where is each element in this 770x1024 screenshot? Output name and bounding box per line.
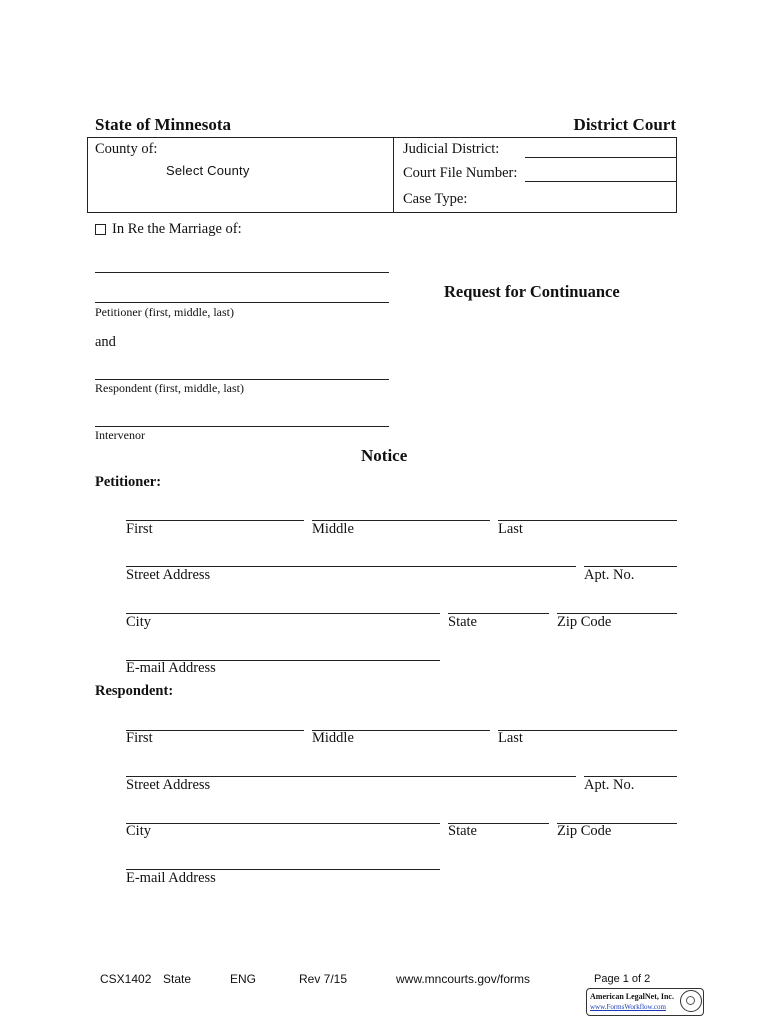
judicial-district-field[interactable] (525, 157, 677, 158)
marriage-label: In Re the Marriage of: (112, 221, 242, 237)
notice-title: Notice (361, 446, 408, 465)
petitioner-zip-label: Zip Code (557, 614, 612, 630)
petitioner-name-field[interactable] (95, 302, 389, 303)
respondent-middle-label: Middle (312, 730, 354, 746)
petitioner-city-label: City (126, 614, 151, 630)
and-text: and (95, 334, 116, 350)
respondent-city-label: City (126, 823, 151, 839)
petitioner-heading: Petitioner: (95, 474, 162, 490)
petitioner-caption: Petitioner (first, middle, last) (95, 305, 234, 319)
state-title: State of Minnesota (95, 115, 231, 134)
court-title: District Court (573, 115, 676, 134)
petitioner-last-field[interactable] (498, 520, 677, 521)
judicial-district-label: Judicial District: (403, 141, 500, 157)
respondent-first-label: First (126, 730, 153, 746)
intervenor-name-field[interactable] (95, 426, 389, 427)
county-label: County of: (95, 141, 158, 157)
footer-state: State (163, 972, 192, 986)
respondent-zip-label: Zip Code (557, 823, 612, 839)
legalnet-name: American LegalNet, Inc. (590, 992, 674, 1001)
footer-revision: Rev 7/15 (299, 972, 348, 986)
respondent-caption: Respondent (first, middle, last) (95, 381, 244, 395)
county-select[interactable]: Select County (166, 163, 250, 178)
respondent-state-label: State (448, 823, 477, 839)
respondent-city-field[interactable] (126, 823, 440, 824)
respondent-last-field[interactable] (498, 730, 677, 731)
respondent-email-label: E-mail Address (126, 870, 216, 886)
legalnet-url[interactable]: www.FormsWorkflow.com (590, 1003, 666, 1011)
footer-page-number: Page 1 of 2 (594, 973, 651, 985)
court-file-number-field[interactable] (525, 181, 677, 182)
respondent-apt-label: Apt. No. (584, 777, 635, 793)
petitioner-first-label: First (126, 521, 153, 537)
intervenor-caption: Intervenor (95, 428, 145, 442)
footer-form-code: CSX1402 (100, 972, 152, 986)
document-title: Request for Continuance (444, 282, 620, 301)
party-name-field-1[interactable] (95, 272, 389, 273)
respondent-first-field[interactable] (126, 730, 304, 731)
respondent-last-label: Last (498, 730, 523, 746)
legalnet-logo-icon (680, 990, 702, 1012)
petitioner-middle-label: Middle (312, 521, 354, 537)
case-type-label: Case Type: (403, 191, 468, 207)
footer-language: ENG (230, 972, 257, 986)
petitioner-email-label: E-mail Address (126, 660, 216, 676)
header-box-divider (393, 137, 394, 213)
petitioner-apt-label: Apt. No. (584, 567, 635, 583)
respondent-street-label: Street Address (126, 777, 211, 793)
petitioner-last-label: Last (498, 521, 523, 537)
respondent-name-field[interactable] (95, 379, 389, 380)
petitioner-first-field[interactable] (126, 520, 304, 521)
petitioner-city-field[interactable] (126, 613, 440, 614)
respondent-heading: Respondent: (95, 683, 174, 699)
court-file-number-label: Court File Number: (403, 165, 518, 181)
petitioner-state-label: State (448, 614, 477, 630)
marriage-checkbox[interactable] (95, 224, 106, 235)
petitioner-street-label: Street Address (126, 567, 211, 583)
footer-url: www.mncourts.gov/forms (396, 972, 531, 986)
